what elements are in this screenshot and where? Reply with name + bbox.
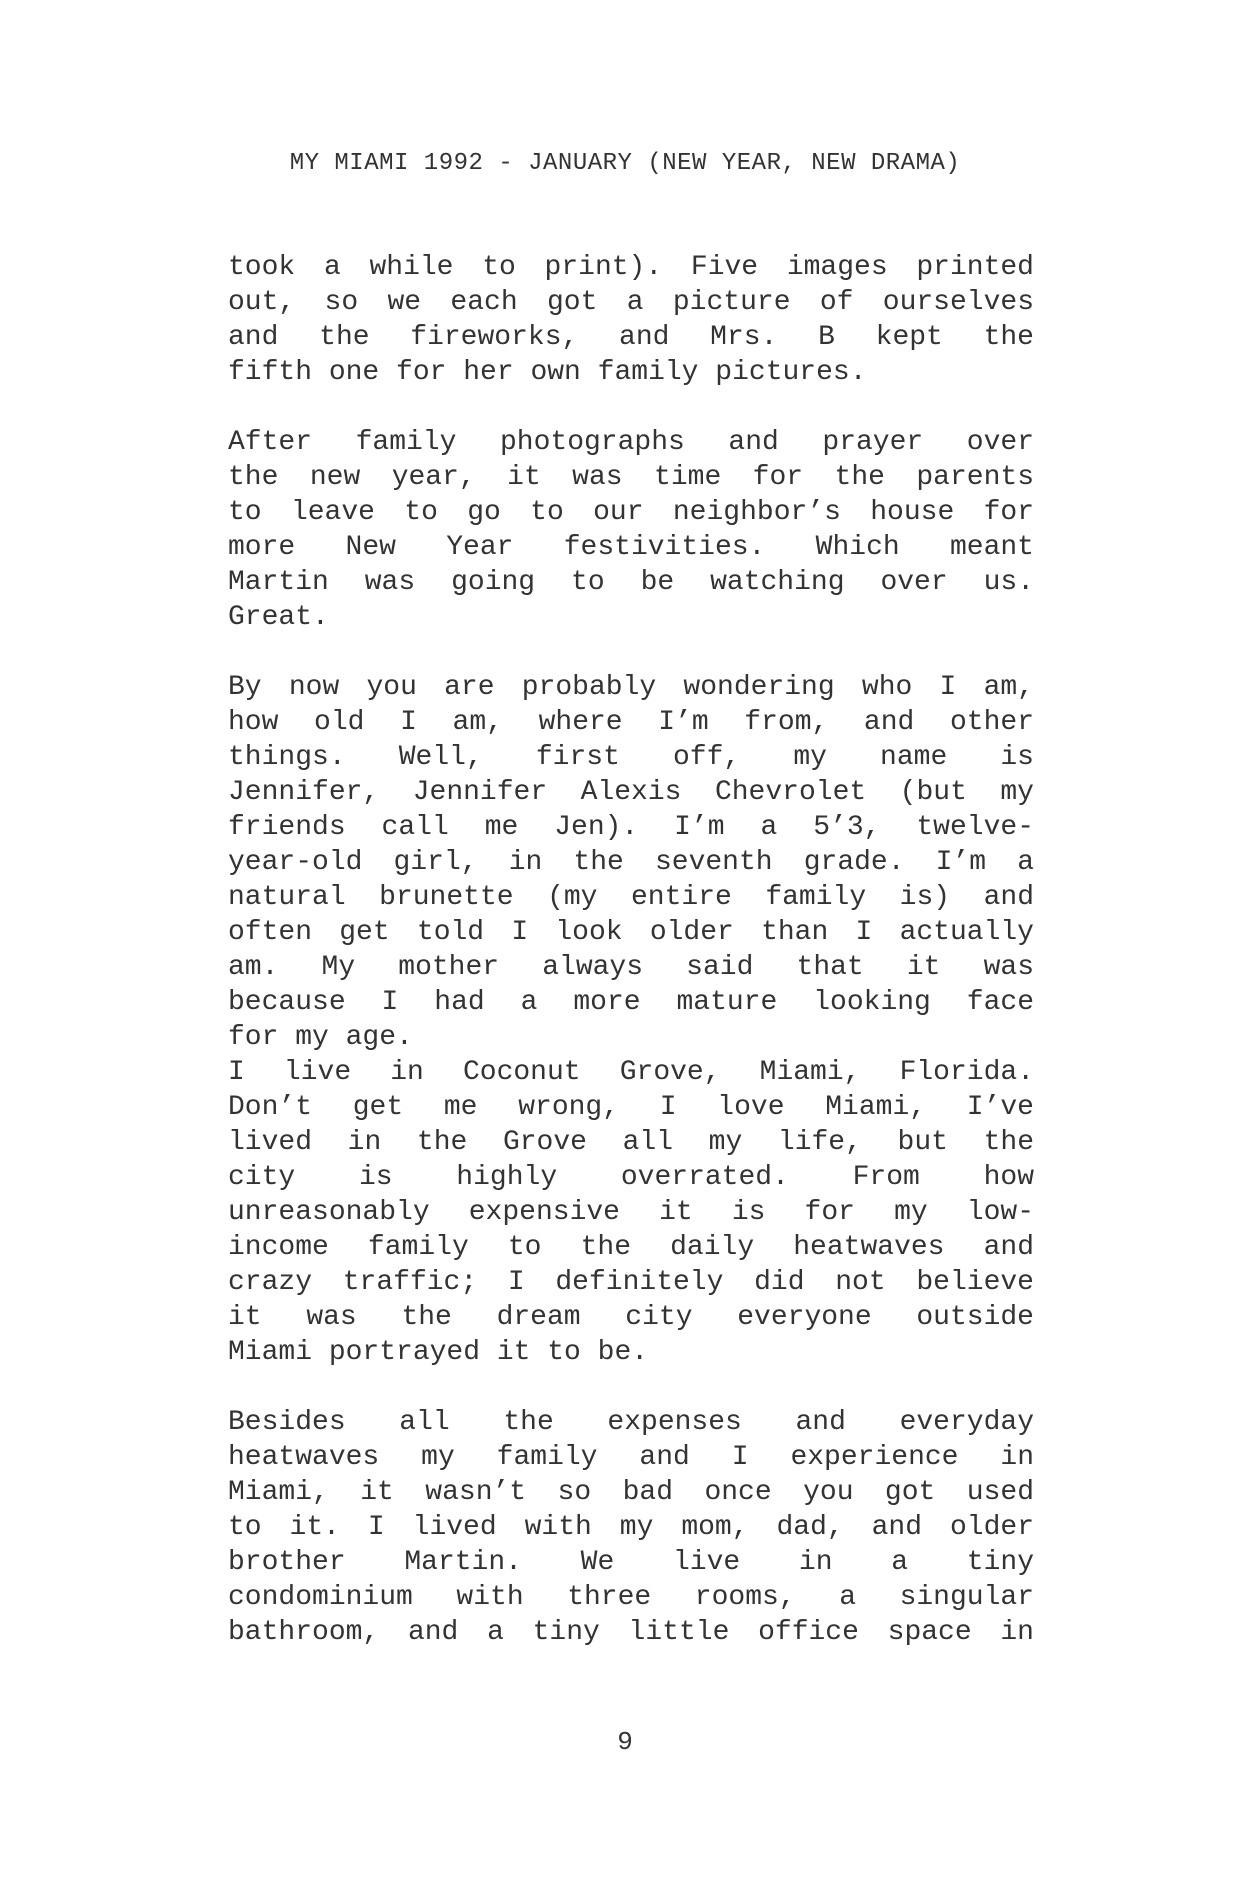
text-line: for my age. <box>228 1022 413 1053</box>
text-line: friends call me Jen). I’m a 5’3, twelve- <box>228 812 1034 843</box>
text-line: I live in Coconut Grove, Miami, Florida. <box>228 1057 1034 1088</box>
text-line: how old I am, where I’m from, and other <box>228 707 1034 738</box>
running-header: MY MIAMI 1992 - JANUARY (NEW YEAR, NEW DRAMA) <box>289 150 961 177</box>
text-line: Martin was going to be watching over us. <box>228 567 1034 598</box>
text-line: Besides all the expenses and everyday <box>228 1407 1034 1438</box>
text-line: year-old girl, in the seventh grade. I’m a <box>228 847 1034 878</box>
text-line: lived in the Grove all my life, but the <box>228 1127 1034 1158</box>
paragraph <box>228 425 1034 635</box>
text-line: After family photographs and prayer over <box>228 427 1034 458</box>
text-line: and the fireworks, and Mrs. B kept the <box>228 322 1034 353</box>
text-line: fifth one for her own family pictures. <box>228 357 867 388</box>
text-line: Jennifer, Jennifer Alexis Chevrolet (but my <box>228 777 1034 808</box>
paragraph <box>228 1405 1034 1650</box>
paragraph <box>228 670 1034 1055</box>
text-line: because I had a more mature looking face <box>228 987 1034 1018</box>
text-line: out, so we each got a picture of ourselves <box>228 287 1034 318</box>
text-line: am. My mother always said that it was <box>228 952 1034 983</box>
text-line: brother Martin. We live in a tiny <box>228 1547 1034 1578</box>
text-line: city is highly overrated. From how <box>228 1162 1034 1193</box>
text-line: it was the dream city everyone outside <box>228 1302 1034 1333</box>
text-line: By now you are probably wondering who I am, <box>228 672 1034 703</box>
text-line: often get told I look older than I actually <box>228 917 1034 948</box>
paragraph <box>228 1055 1034 1370</box>
text-line: more New Year festivities. Which meant <box>228 532 1034 563</box>
text-line: bathroom, and a tiny little office space in <box>228 1617 1034 1648</box>
text-line: unreasonably expensive it is for my low- <box>228 1197 1034 1228</box>
text-line: crazy traffic; I definitely did not believe <box>228 1267 1034 1298</box>
text-line: income family to the daily heatwaves and <box>228 1232 1034 1263</box>
body-text <box>228 250 1034 1650</box>
text-line: the new year, it was time for the parents <box>228 462 1034 493</box>
text-line: took a while to print). Five images printed <box>228 252 1034 283</box>
text-line: natural brunette (my entire family is) and <box>228 882 1034 913</box>
text-line: to it. I lived with my mom, dad, and older <box>228 1512 1034 1543</box>
page-number: 9 <box>617 1727 633 1757</box>
text-line: Don’t get me wrong, I love Miami, I’ve <box>228 1092 1034 1123</box>
text-line: Great. <box>228 602 329 633</box>
paragraph <box>228 250 1034 390</box>
text-line: things. Well, first off, my name is <box>228 742 1034 773</box>
text-line: to leave to go to our neighbor’s house for <box>228 497 1034 528</box>
text-line: heatwaves my family and I experience in <box>228 1442 1034 1473</box>
text-line: Miami portrayed it to be. <box>228 1337 649 1368</box>
text-line: condominium with three rooms, a singular <box>228 1582 1034 1613</box>
text-line: Miami, it wasn’t so bad once you got used <box>228 1477 1034 1508</box>
